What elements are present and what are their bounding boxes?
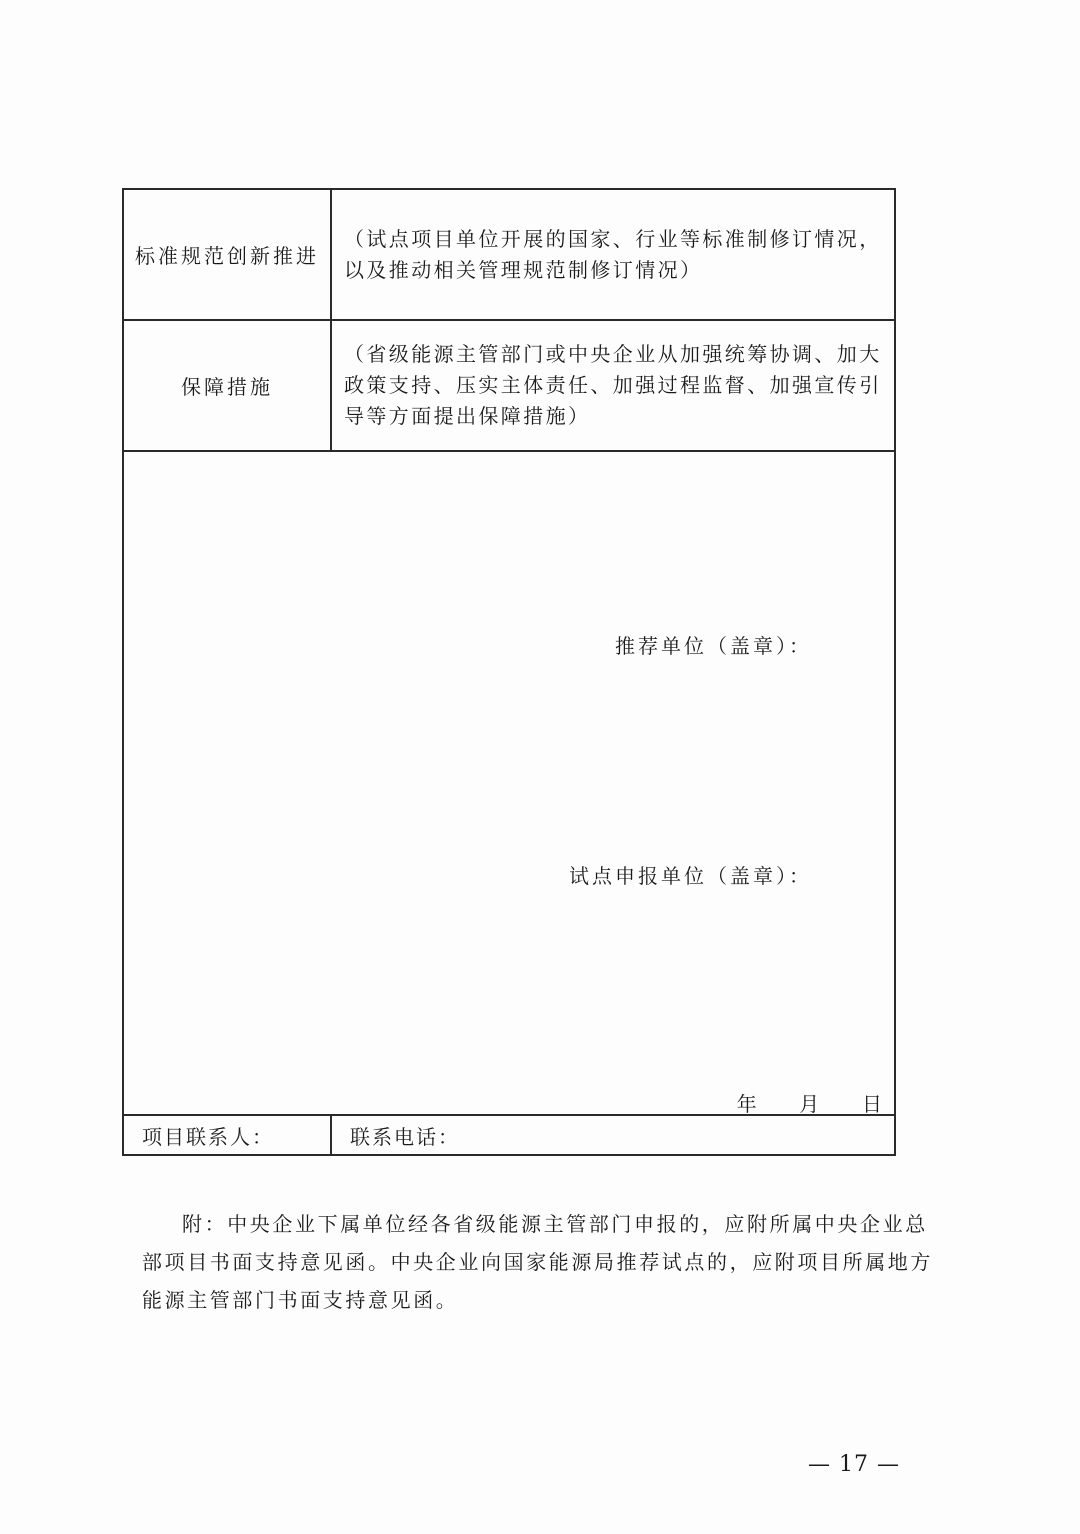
attachment-note: 附：中央企业下属单位经各省级能源主管部门申报的，应附所属中央企业总部项目书面支持意见函。中央企业向国家能源局推荐试点的，应附项目所属地方能源主管部门书面支持意见函。 — [142, 1212, 933, 1312]
recommending-unit-seal-label: 推荐单位（盖章）： — [615, 634, 812, 658]
application-form-table — [122, 188, 896, 1156]
date-day-label: 日 — [862, 1092, 882, 1116]
form-row-signature — [123, 451, 895, 1115]
row-label-guarantee: 保障措施 — [123, 320, 331, 451]
page-number: — 17 — — [808, 1452, 900, 1477]
form-row-standards — [123, 189, 895, 320]
signature-area — [123, 451, 895, 1115]
row-description-guarantee: （省级能源主管部门或中央企业从加强统筹协调、加大政策支持、压实主体责任、加强过程监督、加强宣传引导等方面提出保障措施） — [331, 320, 895, 451]
date-month-label: 月 — [799, 1092, 820, 1116]
row-description-standards: （试点项目单位开展的国家、行业等标准制修订情况，以及推动相关管理规范制修订情况） — [331, 189, 895, 320]
row-label-standards: 标准规范创新推进 — [123, 189, 331, 320]
contact-phone-label: 联系电话： — [331, 1115, 895, 1155]
contact-person-label: 项目联系人： — [123, 1115, 331, 1155]
date-line — [737, 1088, 882, 1117]
applying-unit-seal-label: 试点申报单位（盖章）： — [569, 864, 812, 888]
form-row-guarantee — [123, 320, 895, 451]
form-row-contact — [123, 1115, 895, 1155]
date-year-label: 年 — [736, 1092, 757, 1116]
